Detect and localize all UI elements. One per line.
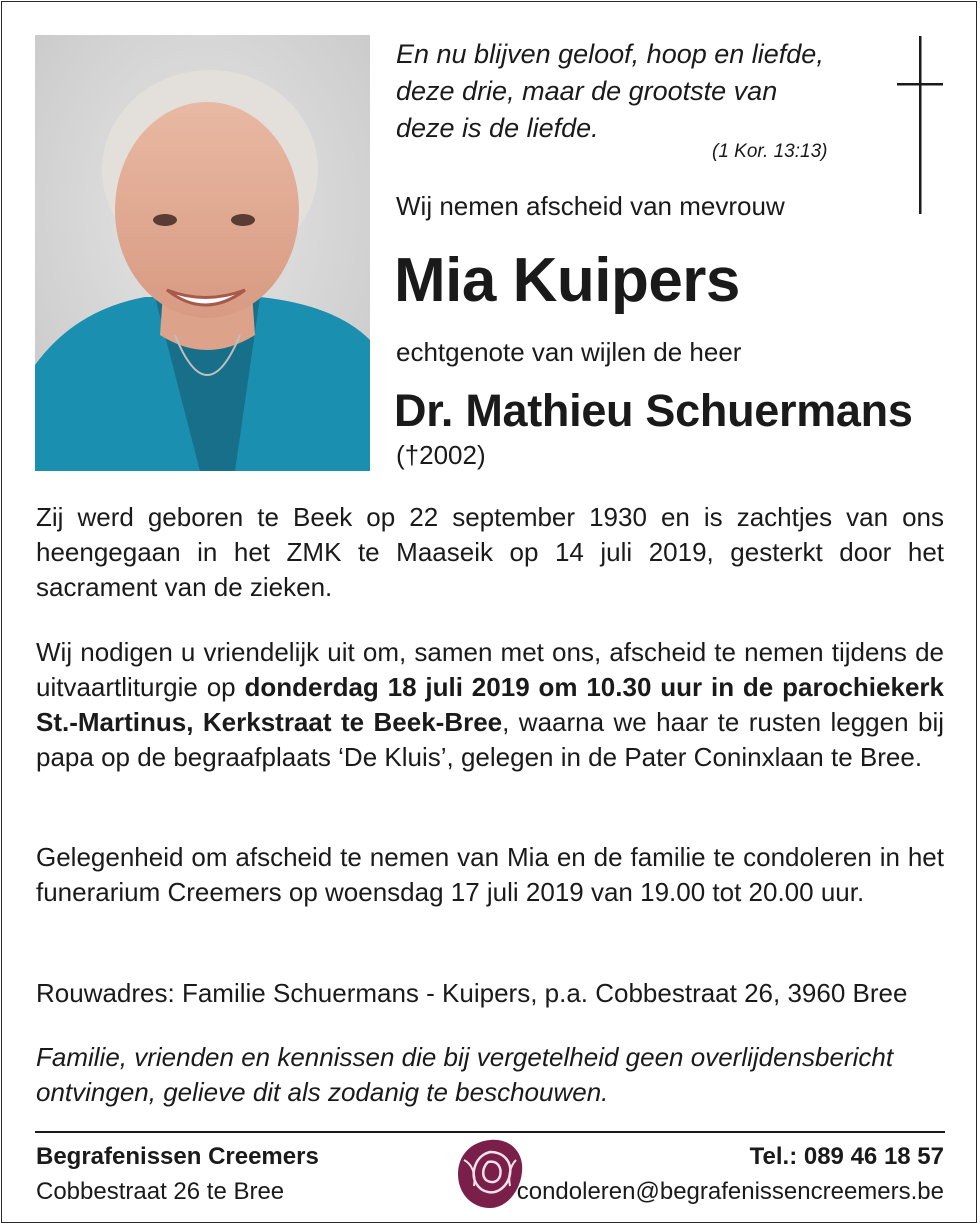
bible-quote — [396, 36, 866, 147]
funeral-home-email[interactable]: condoleren@begrafenissencreemers.be — [516, 1178, 944, 1205]
cross-icon — [893, 36, 947, 214]
spouse-name: Dr. Mathieu Schuermans — [394, 385, 913, 436]
spouse-death-year: (†2002) — [396, 440, 486, 470]
funeral-home-address: Cobbestraat 26 te Bree — [36, 1178, 285, 1205]
quote-line: deze drie, maar de grootste van — [396, 76, 778, 106]
paragraph-address: Rouwadres: Familie Schuermans - Kuipers, p.a. Cobbestraat 26, 3960 Bree — [36, 978, 908, 1008]
paragraph-notice: Familie, vrienden en kennissen die bij vergetelheid geen overlijdensbericht ontvingen, gelieve dit als zodanig te beschouwen. — [36, 1042, 894, 1107]
funeral-details: donderdag 18 juli 2019 om 10.30 uur in de parochiekerk St.-Martinus, Kerkstraat te Beek-Bree — [36, 672, 944, 737]
paragraph-visitation: Gelegenheid om afscheid te nemen van Mia en de familie te condoleren in het funerarium Creemers op woensdag 17 juli 2019 van 19.00 tot 20.00 uur. — [36, 842, 944, 907]
funeral-text-2: , waarna we haar te rusten leggen bij papa op de begraafplaats ‘De Kluis’, gelegen in de Pater Coninxlaan te Bree. — [36, 707, 945, 772]
spouse-intro: echtgenote van wijlen de heer — [396, 337, 742, 367]
intro-text: Wij nemen afscheid van mevrouw — [396, 191, 785, 221]
quote-line: En nu blijven geloof, hoop en liefde, — [396, 39, 824, 69]
footer-divider — [35, 1131, 945, 1133]
portrait-photo — [35, 35, 370, 471]
paragraph-funeral — [36, 635, 944, 775]
quote-line: deze is de liefde. — [396, 113, 599, 143]
deceased-name: Mia Kuipers — [394, 246, 740, 315]
funeral-text-1: Wij nodigen u vriendelijk uit om, samen met ons, afscheid te nemen tijdens de uitvaartliturgie op — [36, 637, 944, 702]
paragraph-birth-death: Zij werd geboren te Beek op 22 september 1930 en is zachtjes van ons heengegaan in het ZMK te Maaseik op 14 juli 2019, gesterkt door het sacrament van de zieken. — [36, 502, 944, 602]
funeral-home-phone: Tel.: 089 46 18 57 — [749, 1143, 944, 1170]
quote-reference: (1 Kor. 13:13) — [712, 141, 828, 162]
funeral-home-name: Begrafenissen Creemers — [36, 1143, 319, 1170]
